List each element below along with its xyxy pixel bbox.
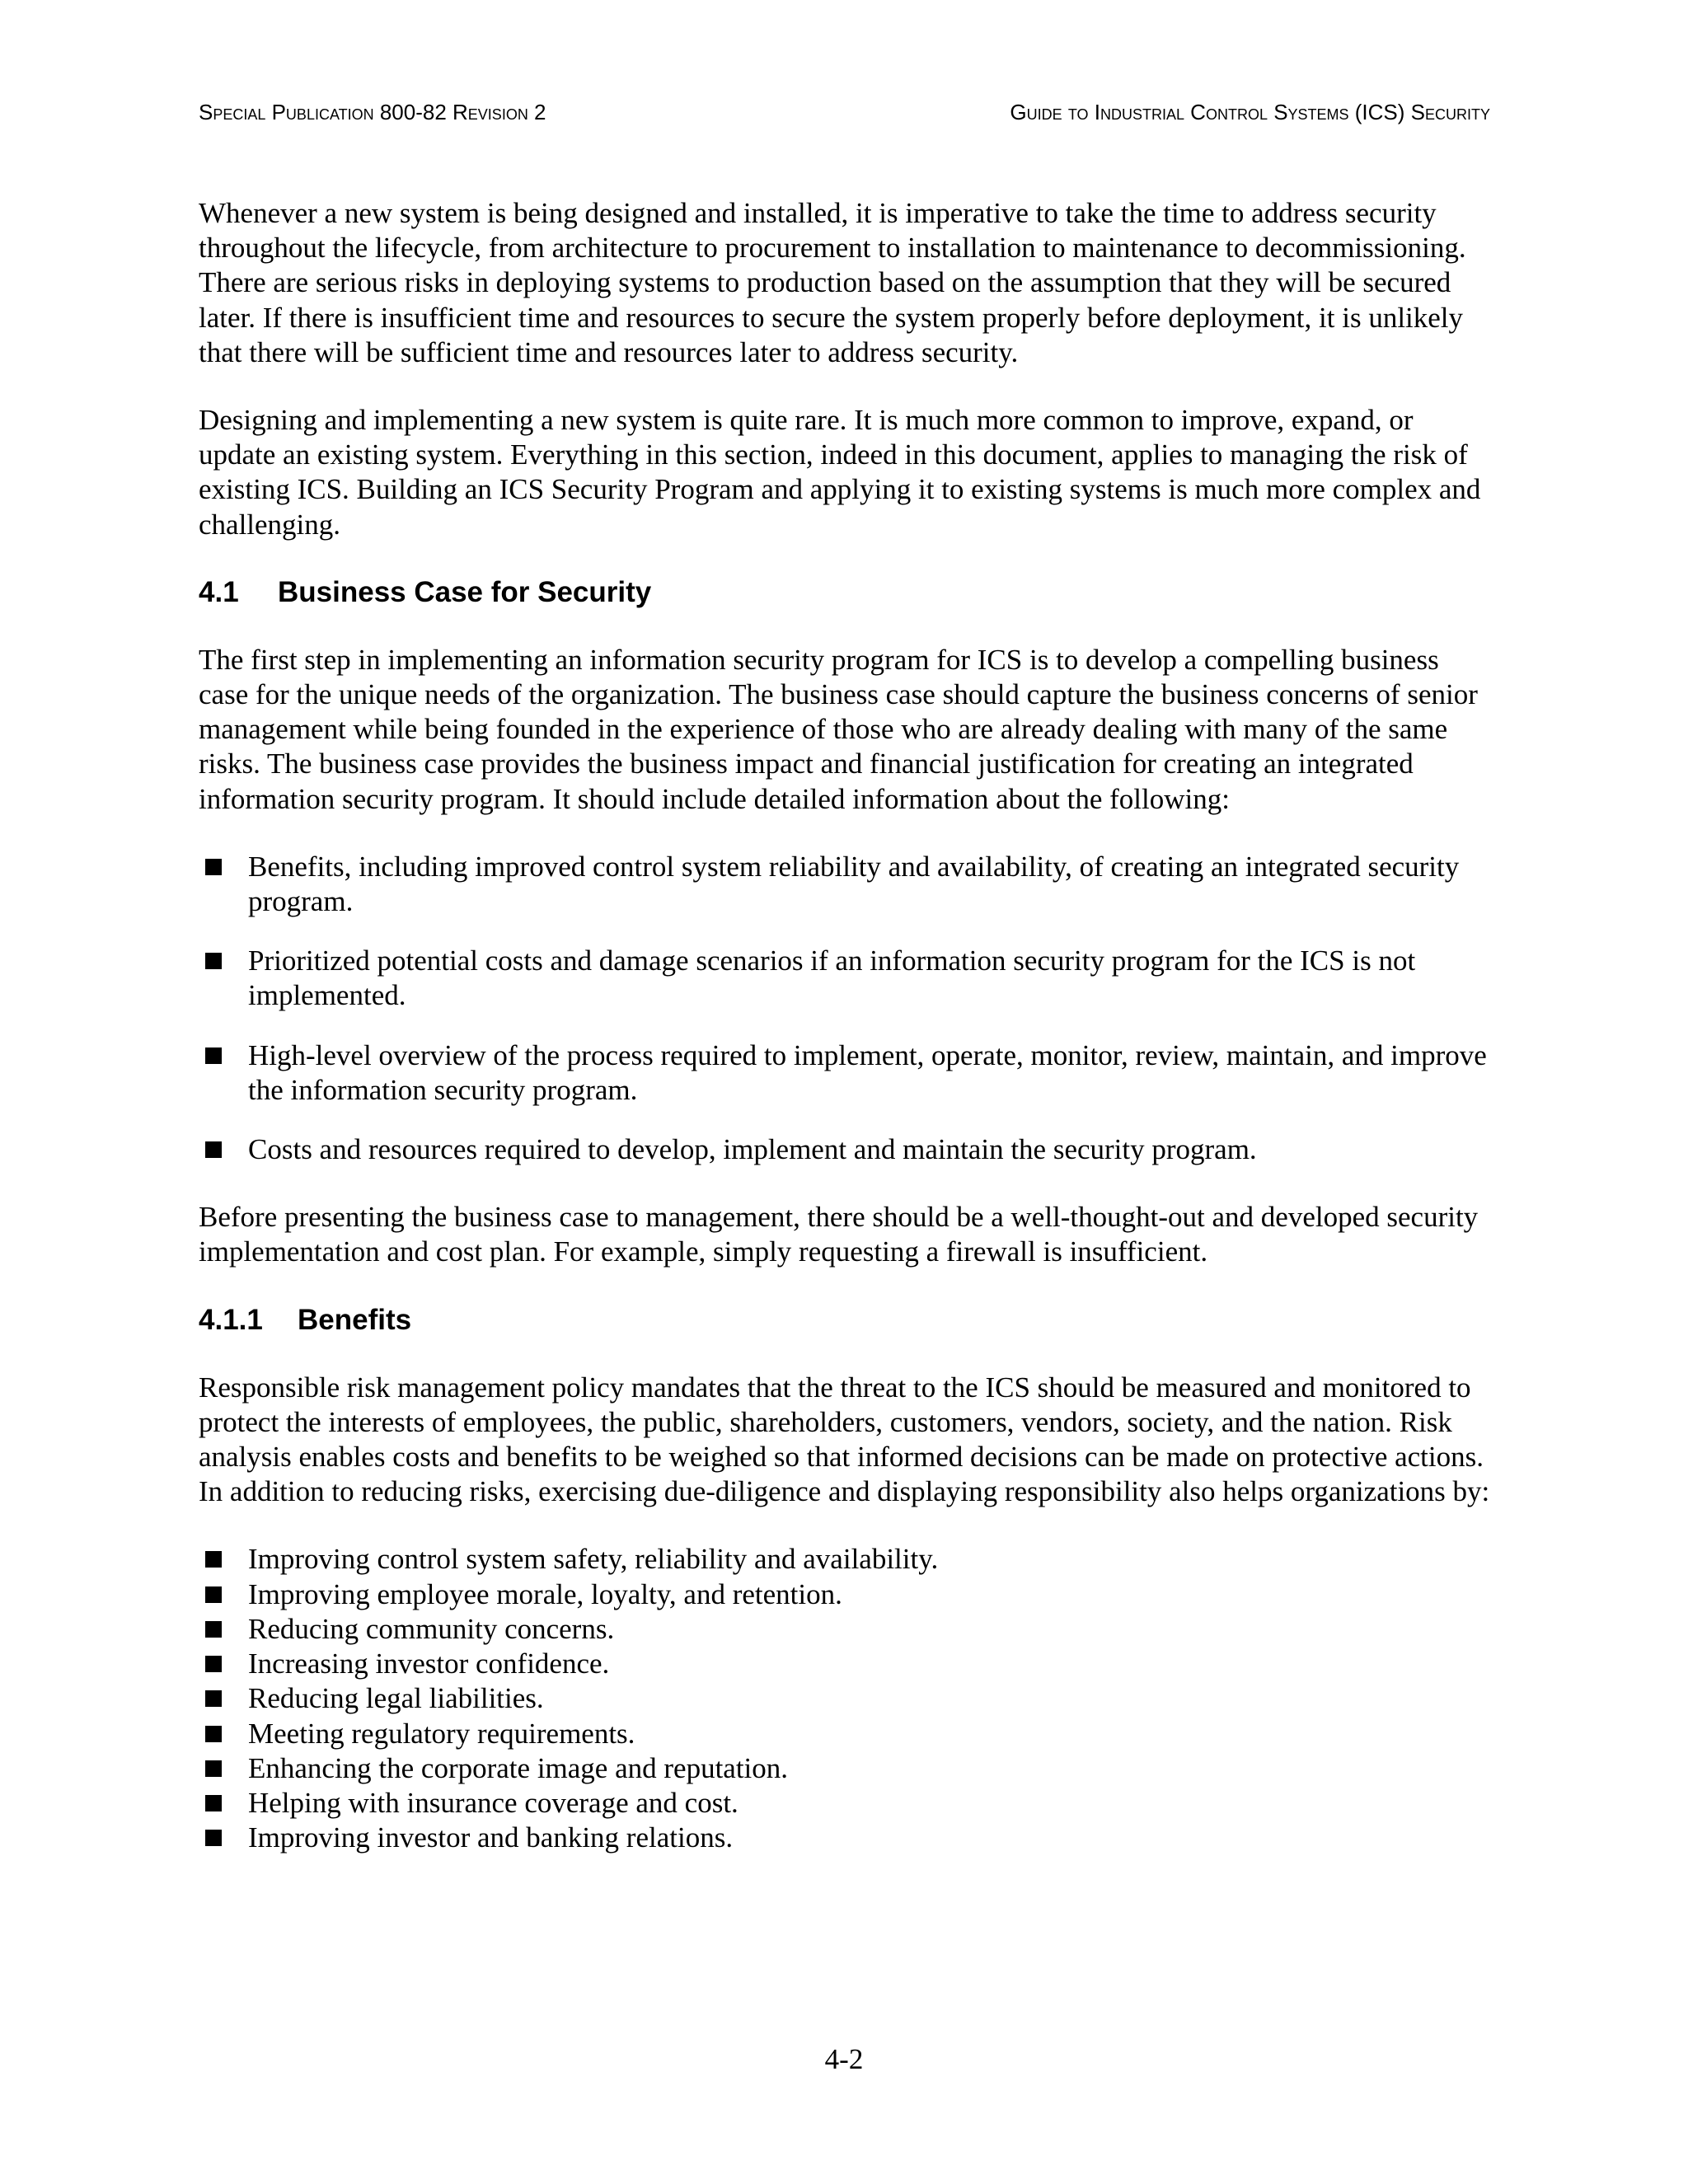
business-case-paragraph: The first step in implementing an information security program for ICS is to develop a compelling business case for the unique needs of the organization. The business case should capture the business concerns of senior management while being founded in the experience of those who are already dealing with many of the same risks. The business case provides the business impact and financial justification for creating an integrated information security program. It should include detailed information about the following: (199, 643, 1478, 815)
square-bullet-icon (205, 1795, 222, 1811)
list-item-text: Improving control system safety, reliability and availability. (248, 1543, 939, 1576)
square-bullet-icon (205, 1690, 222, 1707)
business-case-closing-paragraph: Before presenting the business case to management, there should be a well-thought-out and developed security implementation and cost plan. For example, simply requesting a firewall is insufficient. (199, 1201, 1479, 1268)
list-item (199, 1577, 1490, 1612)
list-item-text: Helping with insurance coverage and cost. (248, 1786, 738, 1819)
list-item (199, 1681, 1490, 1716)
list-item (199, 1647, 1490, 1681)
running-header (199, 99, 1490, 125)
list-item-text: Benefits, including improved control system reliability and availability, of creating an integrated security program. (248, 850, 1460, 918)
list-item (199, 1132, 1490, 1167)
header-guide-title: Guide to Industrial Control Systems (ICS) Security (1010, 100, 1490, 124)
document-body (199, 196, 1490, 1888)
list-item-text: Increasing investor confidence. (248, 1647, 610, 1680)
intro-paragraph-2: Designing and implementing a new system is quite rare. It is much more common to improve, expand, or update an existing system. Everything in this section, indeed in this document, applies to managing the risk of existing ICS. Building an ICS Security Program and applying it to existing systems is much more complex and challenging. (199, 404, 1481, 541)
list-item (199, 1786, 1490, 1821)
section-number: 4.1 (199, 575, 239, 608)
list-item-text: Reducing legal liabilities. (248, 1682, 544, 1715)
square-bullet-icon (205, 1621, 222, 1638)
list-item (199, 1821, 1490, 1855)
square-bullet-icon (205, 1830, 222, 1846)
list-item-text: Reducing community concerns. (248, 1612, 615, 1645)
list-item (199, 944, 1490, 1013)
intro-paragraph-1: Whenever a new system is being designed and installed, it is imperative to take the time to address security throughout the lifecycle, from architecture to procurement to installation to maintenance to decommissioning. There are serious risks in deploying systems to production based on the assumption that they will be secured later. If there is insufficient time and resources to secure the system properly before deployment, it is unlikely that there will be sufficient time and resources later to address security. (199, 197, 1466, 368)
list-item-text: Improving employee morale, loyalty, and retention. (248, 1577, 842, 1610)
square-bullet-icon (205, 1656, 222, 1672)
square-bullet-icon (205, 953, 222, 969)
list-item (199, 1612, 1490, 1647)
section-4-1-1-heading (199, 1303, 1490, 1338)
list-item (199, 1038, 1490, 1108)
section-number: 4.1.1 (199, 1303, 263, 1336)
square-bullet-icon (205, 859, 222, 875)
business-case-bullet-list (199, 850, 1490, 1167)
square-bullet-icon (205, 1551, 222, 1568)
list-item-text: High-level overview of the process required to implement, operate, monitor, review, maintain, and improve the information security program. (248, 1038, 1487, 1106)
square-bullet-icon (205, 1726, 222, 1742)
list-item-text: Meeting regulatory requirements. (248, 1717, 635, 1750)
square-bullet-icon (205, 1586, 222, 1603)
benefits-paragraph: Responsible risk management policy mandates that the threat to the ICS should be measured and monitored to protect the interests of employees, the public, shareholders, customers, vendors, society, and the nation. Risk analysis enables costs and benefits to be weighed so that informed decisions can be made on protective actions. In addition to reducing risks, exercising due-diligence and displaying responsibility also helps organizations by: (199, 1371, 1490, 1508)
section-title: Benefits (298, 1303, 412, 1336)
benefits-bullet-list (199, 1542, 1490, 1855)
square-bullet-icon (205, 1141, 222, 1158)
list-item-text: Costs and resources required to develop, implement and maintain the security program. (248, 1133, 1257, 1166)
section-title: Business Case for Security (278, 575, 652, 608)
list-item (199, 1717, 1490, 1751)
page-number: 4-2 (824, 2043, 864, 2075)
square-bullet-icon (205, 1047, 222, 1064)
list-item (199, 1751, 1490, 1786)
section-4-1-heading (199, 575, 1490, 610)
list-item (199, 850, 1490, 919)
square-bullet-icon (205, 1760, 222, 1777)
list-item-text: Improving investor and banking relations. (248, 1821, 734, 1854)
list-item-text: Enhancing the corporate image and reputation. (248, 1751, 789, 1784)
list-item (199, 1542, 1490, 1577)
header-publication-title: Special Publication 800-82 Revision 2 (199, 100, 546, 124)
list-item-text: Prioritized potential costs and damage scenarios if an information security program for the ICS is not implemented. (248, 944, 1416, 1012)
